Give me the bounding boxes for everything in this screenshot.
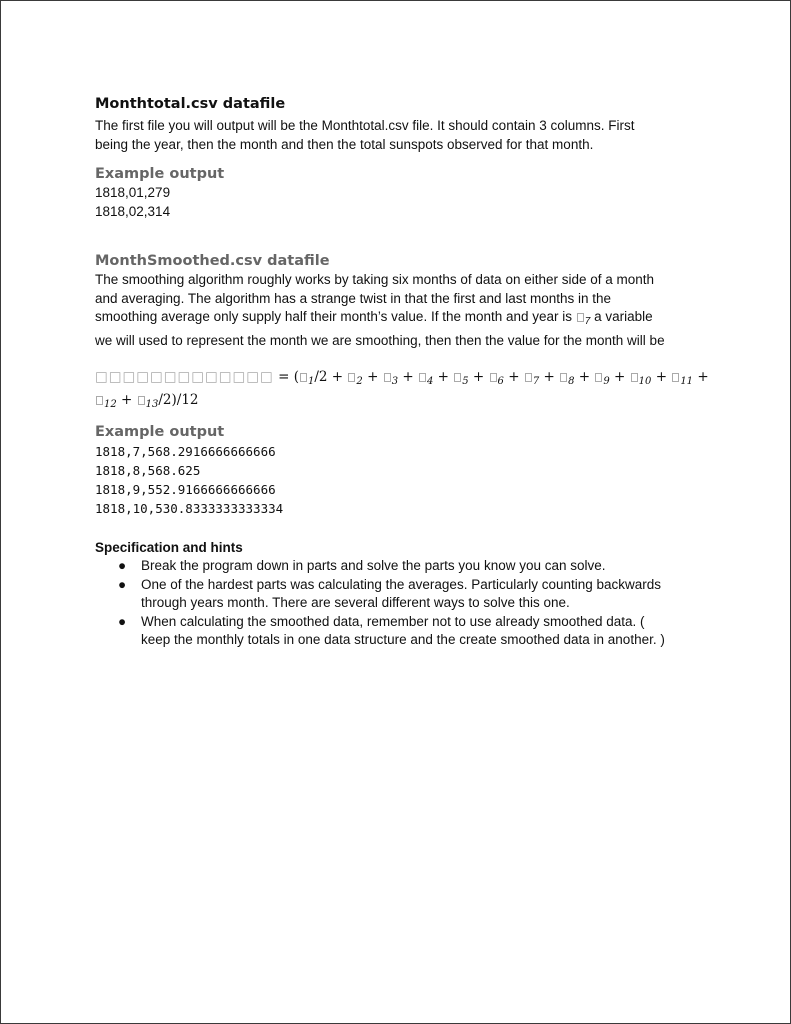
spec-hints-heading: Specification and hints — [95, 540, 243, 555]
bullet-icon: ● — [118, 558, 127, 573]
monthsmoothed-example-heading: Example output — [95, 424, 225, 440]
example-line: 1818,02,314 — [95, 203, 171, 219]
hint-item: ● One of the hardest parts was calculating the averages. Particularly counting backwards through years month. There are several different ways to solve this one. — [118, 576, 662, 610]
monthsmoothed-heading: MonthSmoothed.csv datafile — [95, 253, 330, 269]
example-line: 1818,10,530.8333333333334 — [95, 501, 284, 516]
monthtotal-paragraph: The first file you will output will be the Monthtotal.csv file. It should contain 3 columns. First being the year, then the month and then the total sunspots observed for that month. — [95, 118, 635, 152]
monthsmoothed-example-output — [95, 442, 705, 518]
hint-item: ● Break the program down in parts and solve the parts you know you can solve. — [118, 557, 705, 576]
variable-placeholder-glyph — [577, 313, 584, 322]
hints-list — [95, 557, 705, 650]
example-line: 1818,01,279 — [95, 185, 171, 200]
formula-lhs-placeholder: □□□□□□□□□□□□□ — [95, 369, 274, 385]
hint-item: ● When calculating the smoothed data, remember not to use already smoothed data. ( keep the monthly totals in one data structure and the create smoothed data in another. ) — [118, 613, 665, 647]
monthtotal-heading: Monthtotal.csv datafile — [95, 96, 286, 112]
monthtotal-example-output — [95, 184, 705, 221]
smoothing-formula: □□□□□□□□□□□□□ = ( $_1$/2 + $_2$ + $_3$ + $_4$ + $_5$ + $_6$ + $_7$ + $_8$ + $_9$ + $_{10}$ + $_{11}$ + $_{12}$ + $_{13}$/2)/12 — [95, 369, 709, 410]
bullet-icon: ● — [118, 613, 127, 629]
document-content — [95, 94, 709, 650]
monthsmoothed-paragraph: The smoothing algorithm roughly works by taking six months of data on either side of a month and averaging. The algorithm has a strange twist in that the first and last months in the smoothing average only supply half their month’s value. If the month and year is $_7$ a variable we will used to represent the month we are smoothing, then then the value for the month will be — [95, 272, 665, 348]
example-line: 1818,9,552.9166666666666 — [95, 482, 276, 497]
example-line: 1818,7,568.2916666666666 — [95, 444, 276, 459]
example-line: 1818,8,568.625 — [95, 463, 201, 478]
monthtotal-example-heading: Example output — [95, 166, 225, 182]
bullet-icon: ● — [118, 576, 127, 592]
